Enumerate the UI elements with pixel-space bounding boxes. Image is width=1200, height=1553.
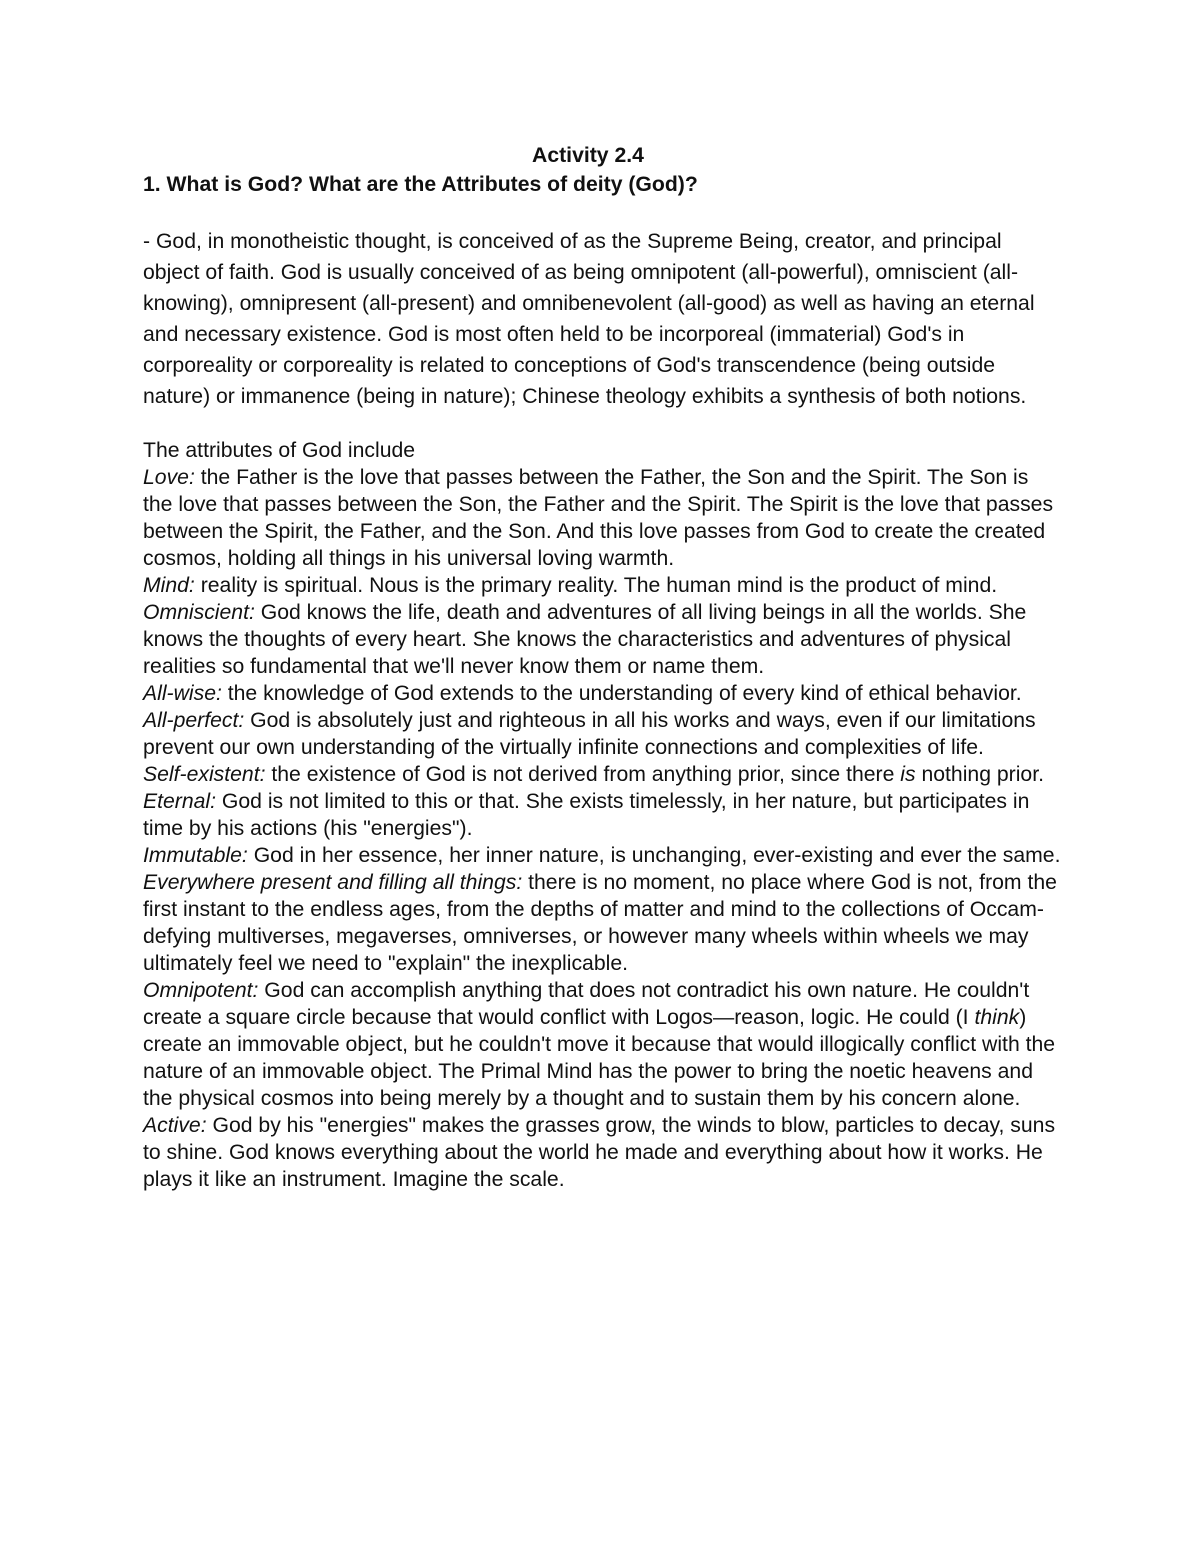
- attribute-emphasis: think: [974, 1006, 1020, 1029]
- attribute-all-perfect: [143, 707, 1063, 761]
- attribute-everywhere-present: [143, 869, 1063, 977]
- attributes-intro: The attributes of God include: [143, 439, 416, 462]
- attribute-term: All-wise:: [143, 682, 222, 705]
- document-page: [143, 142, 1063, 1193]
- document-title: Activity 2.4: [532, 144, 644, 167]
- attribute-text: God is not limited to this or that. She exists timelessly, in her nature, but participates in time by his actions (his "energies").: [143, 790, 1030, 840]
- attribute-term: Active:: [143, 1114, 207, 1137]
- attribute-emphasis: is: [900, 763, 916, 786]
- attribute-text: ) create an immovable object, but he couldn't move it because that would illogically conflict with the nature of an immovable object. The Primal Mind has the power to bring the noetic heavens and the physical cosmos into being merely by a thought and to sustain them by his concern alone.: [143, 1006, 1056, 1110]
- attribute-term: Love:: [143, 466, 195, 489]
- attribute-text: reality is spiritual. Nous is the primary reality. The human mind is the product of mind.: [194, 574, 998, 597]
- question-heading: 1. What is God? What are the Attributes of deity (God)?: [143, 173, 698, 196]
- attribute-text: the existence of God is not derived from anything prior, since there: [265, 763, 901, 786]
- attribute-text: God can accomplish anything that does not contradict his own nature. He couldn't create a square circle because that would conflict with Logos—reason, logic. He could (I: [143, 979, 1030, 1029]
- attribute-active: [143, 1112, 1063, 1193]
- attribute-text: God knows the life, death and adventures of all living beings in all the worlds. She knows the thoughts of every heart. She knows the characteristics and adventures of physical realities so fundamental that we'll never know them or name them.: [143, 601, 1027, 678]
- attribute-omnipotent: [143, 977, 1063, 1112]
- attribute-term: Eternal:: [143, 790, 217, 813]
- attribute-mind: [143, 572, 1063, 599]
- attribute-term: Immutable:: [143, 844, 248, 867]
- attribute-term: Self-existent:: [143, 763, 266, 786]
- attribute-all-wise: [143, 680, 1063, 707]
- attribute-text: God by his "energies" makes the grasses grow, the winds to blow, particles to decay, suns to shine. God knows everything about the world he made and everything about how it works. He plays it like an instrument. Imagine the scale.: [143, 1114, 1056, 1191]
- attribute-text: the knowledge of God extends to the understanding of every kind of ethical behavior.: [221, 682, 1022, 705]
- attribute-text: God in her essence, her inner nature, is unchanging, ever-existing and ever the same.: [247, 844, 1061, 867]
- attribute-term: Mind:: [143, 574, 195, 597]
- attribute-term: Omniscient:: [143, 601, 255, 624]
- attribute-omniscient: [143, 599, 1063, 680]
- attribute-term: Everywhere present and filling all things:: [143, 871, 523, 894]
- attribute-term: Omnipotent:: [143, 979, 259, 1002]
- attribute-text: God is absolutely just and righteous in all his works and ways, even if our limitations prevent our own understanding of the virtually infinite connections and complexities of life.: [143, 709, 1036, 759]
- attribute-love: [143, 464, 1063, 572]
- attribute-eternal: [143, 788, 1063, 842]
- attribute-text: there is no moment, no place where God is not, from the first instant to the endless ages, from the depths of matter and mind to the collections of Occam-defying multiverses, megaverses, omniverses, or however many wheels within wheels we may ultimately feel we need to "explain" the inexplicable.: [143, 871, 1057, 975]
- attribute-term: All-perfect:: [143, 709, 245, 732]
- attribute-text: nothing prior.: [915, 763, 1044, 786]
- answer-paragraph: - God, in monotheistic thought, is conceived of as the Supreme Being, creator, and principal object of faith. God is usually conceived of as being omnipotent (all-powerful), omniscient (all-knowing), omnipresent (all-present) and omnibenevolent (all-good) as well as having an eternal and necessary existence. God is most often held to be incorporeal (immaterial) God's in corporeality or corporeality is related to conceptions of God's transcendence (being outside nature) or immanence (being in nature); Chinese theology exhibits a synthesis of both notions.: [143, 230, 1035, 408]
- attribute-self-existent: [143, 761, 1063, 788]
- attribute-text: the Father is the love that passes between the Father, the Son and the Spirit. The Son is the love that passes between the Son, the Father and the Spirit. The Spirit is the love that passes between the Spirit, the Father, and the Son. And this love passes from God to create the created cosmos, holding all things in his universal loving warmth.: [143, 466, 1054, 570]
- attribute-immutable: [143, 842, 1063, 869]
